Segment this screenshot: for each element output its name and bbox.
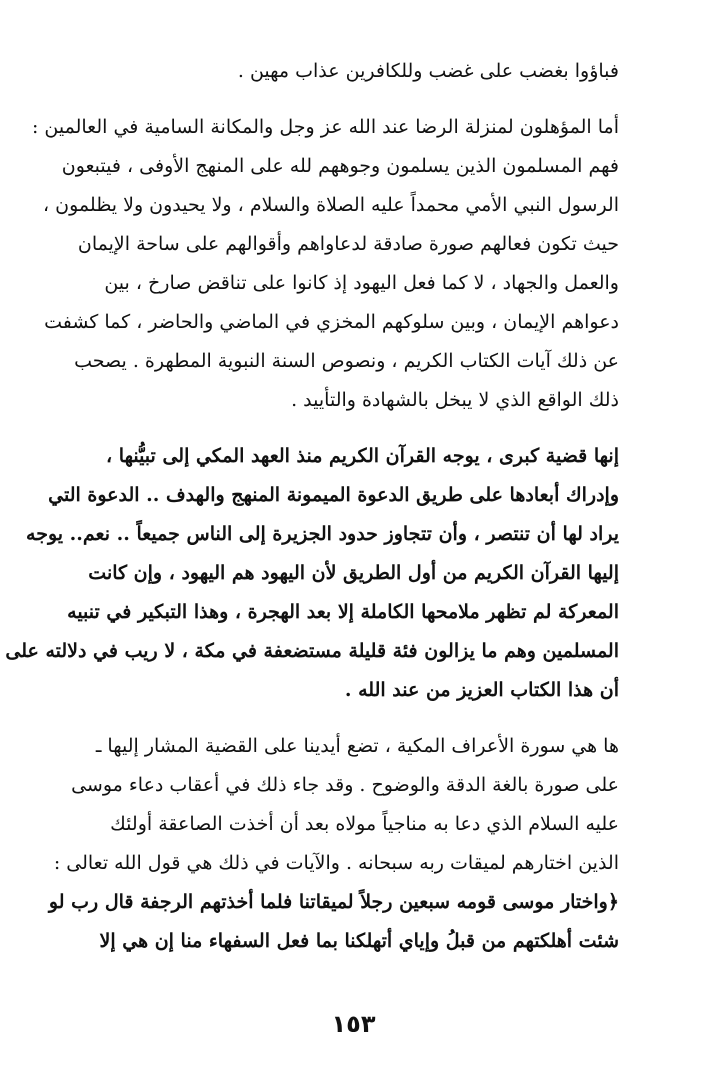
text-line: وإدراك أبعادها على طريق الدعوة الميمونة المنهج والهدف .. الدعوة التي [48, 484, 619, 506]
text-line: والعمل والجهاد ، لا كما فعل اليهود إذ كانوا على تناقض صارخ ، بين [104, 272, 619, 294]
text-line: المسلمين وهم ما يزالون فئة قليلة مستضعفة في مكة ، لا ريب في دلالته على [5, 640, 619, 662]
text-line: ذلك الواقع الذي لا يبخل بالشهادة والتأييد . [291, 389, 619, 411]
text-line: الذين اختارهم لميقات ربه سبحانه . والآيات في ذلك هي قول الله تعالى : [53, 852, 619, 874]
quran-quote-line: شئت أهلكتهم من قبلُ وإياي أتهلكنا بما فعل السفهاء منا إن هي إلا [99, 930, 619, 952]
paragraph-1 [31, 108, 619, 420]
paragraph-spacer [88, 710, 619, 727]
text-line: عن ذلك آيات الكتاب الكريم ، ونصوص السنة النبوية المطهرة . يصحب [74, 350, 619, 372]
paragraph-2 [5, 437, 619, 710]
paragraph-3 [48, 727, 619, 961]
text-line: فباؤوا بغضب على غضب وللكافرين عذاب مهين . [237, 60, 619, 82]
text-line: الرسول النبي الأمي محمداً عليه الصلاة والسلام ، ولا يحيدون ولا يظلمون ، [42, 194, 619, 216]
opening-text [88, 52, 619, 91]
text-line: على صورة بالغة الدقة والوضوح . وقد جاء ذلك في أعقاب دعاء موسى [71, 774, 619, 796]
text-line: أن هذا الكتاب العزيز من عند الله . [344, 679, 619, 701]
text-line: أما المؤهلون لمنزلة الرضا عند الله عز وجل والمكانة السامية في العالمين : [31, 116, 619, 138]
paragraph-spacer [88, 91, 619, 108]
text-line: ها هي سورة الأعراف المكية ، تضع أيدينا على القضية المشار إليها ـ [95, 735, 619, 757]
text-line: فهم المسلمون الذين يسلمون وجوههم لله على المنهج الأوفى ، فيتبعون [61, 155, 619, 177]
book-page [5, 52, 619, 1087]
page-number: ١٥٣ [331, 1010, 376, 1038]
paragraph-spacer [88, 420, 619, 437]
text-line: إنها قضية كبرى ، يوجه القرآن الكريم منذ العهد المكي إلى تبيُّنها ، [106, 445, 619, 467]
text-line: يراد لها أن تنتصر ، وأن تتجاوز حدود الجزيرة إلى الناس جميعاً .. نعم.. يوجه [26, 523, 619, 545]
text-line: دعواهم الإيمان ، وبين سلوكهم المخزي في الماضي والحاضر ، كما كشفت [44, 311, 619, 333]
quran-quote-line: ﴿واختار موسى قومه سبعين رجلاً لميقاتنا فلما أخذتهم الرجفة قال رب لو [48, 891, 619, 913]
text-line: عليه السلام الذي دعا به مناجياً مولاه بعد أن أخذت الصاعقة أولئك [110, 813, 619, 835]
text-line: إليها القرآن الكريم من أول الطريق لأن اليهود هم اليهود ، وإن كانت [88, 562, 619, 584]
text-line: المعركة لم تظهر ملامحها الكاملة إلا بعد الهجرة ، وهذا التبكير في تنبيه [67, 601, 619, 623]
text-line: حيث تكون فعالهم صورة صادقة لدعاواهم وأقوالهم على ساحة الإيمان [77, 233, 619, 255]
